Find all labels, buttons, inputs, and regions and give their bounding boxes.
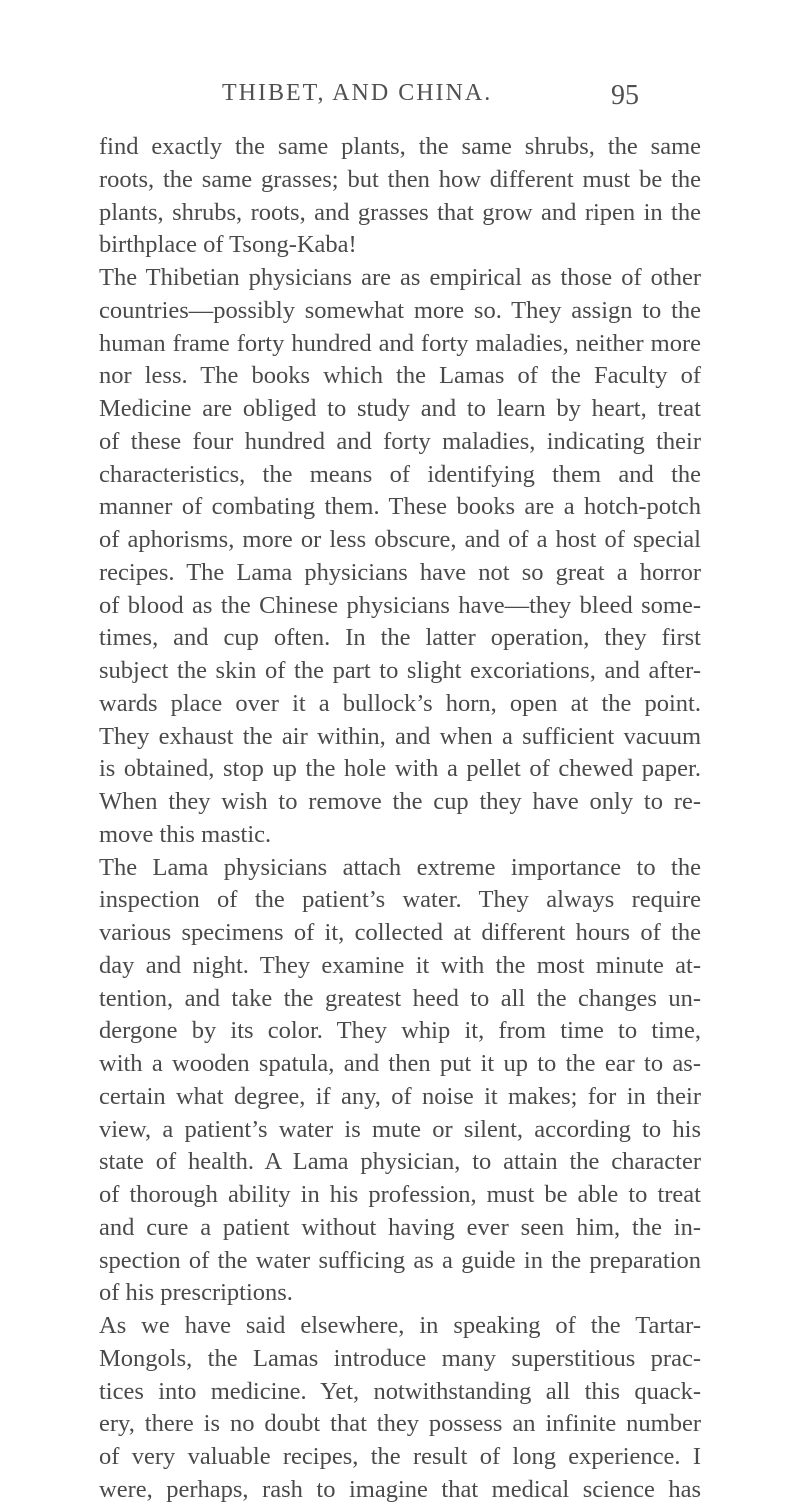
text-line: times, and cup often. In the latter operation, they first: [99, 624, 701, 652]
text-line: roots, the same grasses; but then how different must be the: [99, 165, 701, 193]
page-number: 95: [611, 80, 639, 111]
text-line: The Lama physicians attach extreme importance to the: [99, 853, 701, 881]
text-line: move this mastic.: [99, 820, 272, 848]
text-line: with a wooden spatula, and then put it up to the ear to as-: [99, 1050, 701, 1077]
text-line: tention, and take the greatest heed to all the changes un-: [99, 984, 701, 1012]
text-line: As we have said elsewhere, in speaking of the Tartar-: [99, 1312, 701, 1339]
text-line: Medicine are obliged to study and to learn by heart, treat: [99, 395, 701, 422]
text-line: is obtained, stop up the hole with a pellet of chewed paper.: [99, 755, 701, 783]
text-line: spection of the water sufficing as a guide in the preparation: [99, 1246, 701, 1274]
text-line: of blood as the Chinese physicians have—they bleed some-: [99, 591, 701, 619]
text-line: wards place over it a bullock’s horn, open at the point.: [99, 689, 701, 717]
text-line: ery, there is no doubt that they possess an infinite number: [99, 1410, 701, 1438]
text-line: Mongols, the Lamas introduce many superstitious prac-: [99, 1344, 701, 1372]
text-line: recipes. The Lama physicians have not so great a horror: [99, 558, 701, 586]
running-title: THIBET, AND CHINA.: [222, 80, 493, 106]
text-line: When they wish to remove the cup they have only to re-: [99, 788, 701, 815]
text-line: view, a patient’s water is mute or silent, according to his: [99, 1115, 701, 1143]
text-line: birthplace of Tsong-Kaba!: [99, 231, 357, 259]
text-line: tices into medicine. Yet, notwithstanding all this quack-: [99, 1377, 701, 1405]
text-line: countries—possibly somewhat more so. They assign to the: [99, 296, 701, 324]
text-line: The Thibetian physicians are as empirical as those of other: [99, 264, 701, 291]
text-line: They exhaust the air within, and when a sufficient vacuum: [99, 722, 701, 750]
text-line: various specimens of it, collected at different hours of the: [99, 919, 701, 946]
text-line: subject the skin of the part to slight excoriations, and after-: [99, 657, 701, 684]
text-line: of very valuable recipes, the result of long experience. I: [99, 1443, 701, 1470]
text-line: human frame forty hundred and forty maladies, neither more: [99, 329, 701, 357]
text-line: of his prescriptions.: [99, 1279, 293, 1307]
text-line: were, perhaps, rash to imagine that medical science has: [99, 1475, 701, 1503]
text-line: of thorough ability in his profession, must be able to treat: [99, 1181, 701, 1208]
text-line: certain what degree, if any, of noise it makes; for in their: [99, 1082, 701, 1110]
body-text: [99, 131, 701, 1507]
text-line: nor less. The books which the Lamas of the Faculty of: [99, 362, 701, 390]
text-line: find exactly the same plants, the same shrubs, the same: [99, 133, 701, 160]
text-line: manner of combating them. These books are a hotch-potch: [99, 493, 701, 521]
text-line: and cure a patient without having ever seen him, the in-: [99, 1213, 701, 1241]
text-line: of these four hundred and forty maladies, indicating their: [99, 427, 701, 455]
running-head: [0, 80, 801, 110]
text-line: plants, shrubs, roots, and grasses that grow and ripen in the: [99, 198, 701, 226]
text-line: dergone by its color. They whip it, from time to time,: [99, 1017, 701, 1045]
text-line: state of health. A Lama physician, to attain the character: [99, 1148, 701, 1176]
text-line: of aphorisms, more or less obscure, and of a host of special: [99, 526, 701, 553]
text-line: inspection of the patient’s water. They always require: [99, 886, 701, 914]
text-line: day and night. They examine it with the most minute at-: [99, 951, 701, 979]
text-line: characteristics, the means of identifying them and the: [99, 460, 701, 488]
